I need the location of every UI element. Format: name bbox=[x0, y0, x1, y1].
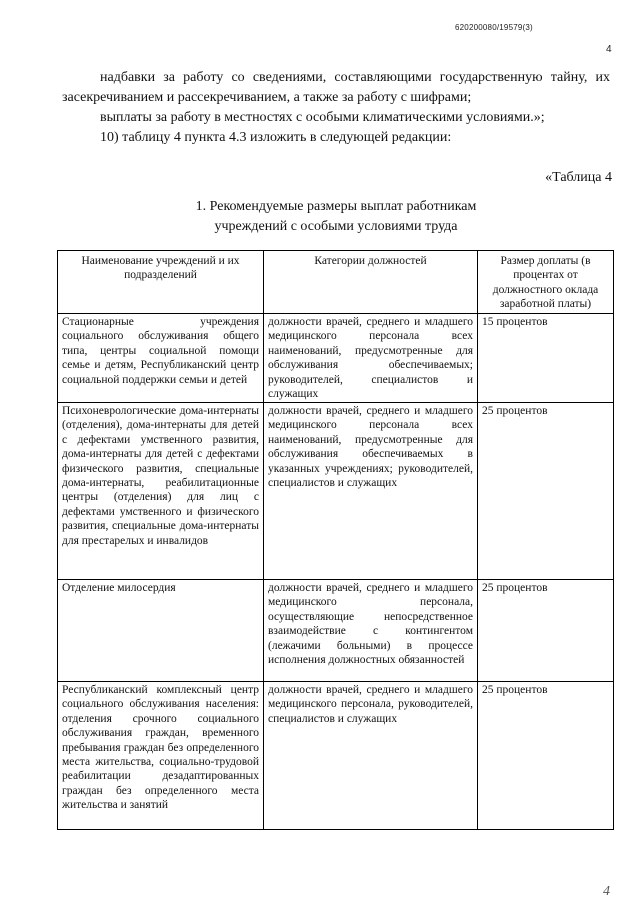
page-number: 4 bbox=[606, 44, 612, 55]
table-title-line-2: учреждений с особыми условиями труда bbox=[214, 219, 458, 234]
table-label: «Таблица 4 bbox=[545, 170, 612, 185]
table-row bbox=[58, 682, 614, 830]
positions-cell: должности врачей, среднего и младшего медицинского персонала, руководителей, специалистов и служащих bbox=[264, 682, 478, 830]
handwritten-mark: 4 bbox=[603, 884, 610, 899]
rate-cell: 25 процентов bbox=[478, 580, 614, 682]
rate-cell: 15 процентов bbox=[478, 314, 614, 403]
table-title-line-1: 1. Рекомендуемые размеры выплат работникам bbox=[195, 199, 477, 214]
intro-paragraph-2: выплаты за работу в местностях с особыми климатическими условиями.»; bbox=[100, 110, 545, 125]
institution-cell: Отделение милосердия bbox=[58, 580, 264, 682]
document-id: 620200080/19579(3) bbox=[455, 23, 533, 32]
table-row bbox=[58, 403, 614, 580]
intro-paragraph-3: 10) таблицу 4 пункта 4.3 изложить в следующей редакции: bbox=[100, 130, 452, 145]
table-title bbox=[62, 197, 610, 237]
intro-paragraph-1: надбавки за работу со сведениями, составляющими государственную тайну, их засекречиванием и рассекречиванием, а также за работу с шифрами; bbox=[62, 70, 610, 105]
header-institution: Наименование учреждений и их подразделений bbox=[58, 251, 264, 314]
payments-table bbox=[57, 250, 614, 830]
header-rate: Размер доплаты (в процентах от должностного оклада заработной платы) bbox=[478, 251, 614, 314]
institution-cell: Стационарные учреждения социального обслуживания общего типа, центры социальной помощи семье и детям, Республиканский центр социальной поддержки семьи и детей bbox=[58, 314, 264, 403]
rate-cell: 25 процентов bbox=[478, 682, 614, 830]
institution-cell: Республиканский комплексный центр социального обслуживания населения: отделения срочного социального обслуживания граждан, временного пребывания граждан без определенного места жительства, социально-трудовой реабилитации дезадаптированных граждан без определенного места жительства и занятий bbox=[58, 682, 264, 830]
header-positions: Категории должностей bbox=[264, 251, 478, 314]
institution-cell: Психоневрологические дома-интернаты (отделения), дома-интернаты для детей с дефектами умственного развития, дома-интернаты для детей с дефектами физического развития, специальные дома-интернаты, реабилитационные центры (отделения) для лиц с дефектами умственного и физического развития, специальные дома-интернаты для престарелых и инвалидов bbox=[58, 403, 264, 580]
positions-cell: должности врачей, среднего и младшего медицинского персонала всех наименований, предусмотренные для обслуживания обеспечиваемых; руководителей, специалистов и служащих bbox=[264, 314, 478, 403]
positions-cell: должности врачей, среднего и младшего медицинского персонала, осуществляющие непосредственное взаимодействие с контингентом (лежачими больными) в процессе исполнения должностных обязанностей bbox=[264, 580, 478, 682]
table-row bbox=[58, 314, 614, 403]
table-header-row bbox=[58, 251, 614, 314]
rate-cell: 25 процентов bbox=[478, 403, 614, 580]
table-row bbox=[58, 580, 614, 682]
positions-cell: должности врачей, среднего и младшего медицинского персонала всех наименований, предусмотренные для обслуживания обеспечиваемых в указанных учреждениях; руководителей, специалистов и служащих bbox=[264, 403, 478, 580]
